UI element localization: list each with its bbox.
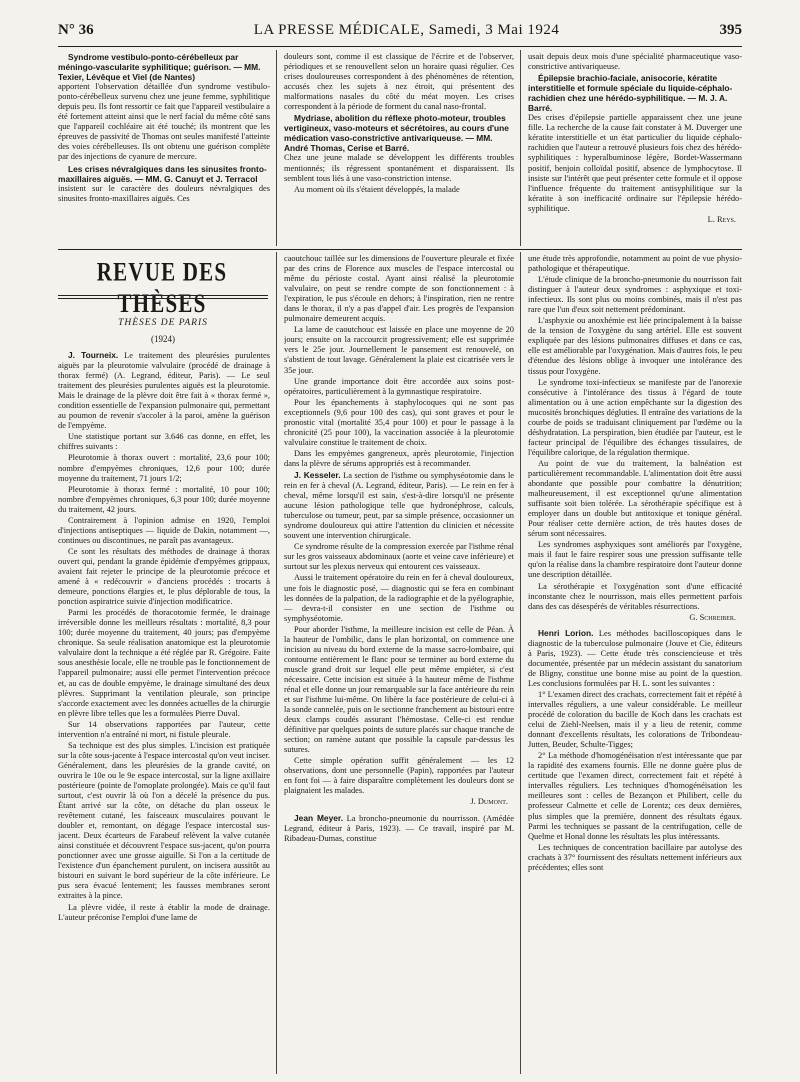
section-rule bbox=[58, 249, 742, 250]
column-divider bbox=[520, 50, 521, 246]
paragraph: douleurs sont, comme il est classique de l'écrire et de l'observer, périodiques et se renouvellent selon un horaire quasi régulier. Ces crises douloureuses correspondent à des phénomènes de rétention, accusés chez les sujets à nez étroit, qui présentent des malformations nasales du côté du méat moyen. Les crises correspondent à la période de forment du canal naso-frontal. bbox=[284, 52, 514, 112]
paragraph: insistent sur le caractère des douleurs névralgiques des sinusites fronto-maxillaires aiguës. Ces bbox=[58, 183, 270, 203]
top-column-2 bbox=[284, 52, 514, 246]
review-text: Les méthodes bacilloscopiques dans le diagnostic de la tuberculose pulmonaire (Jouve et Cie, éditeurs à Paris, 1923). — Cette étude très consciencieuse et très documentée, présentée par un médecin assistant du sanatorium de Bligny, constitue une bonne mise au point de la question. Les conclusions formulées par H. L. sont les suivantes : bbox=[528, 628, 742, 688]
paragraph: Pour aborder l'isthme, la meilleure incision est celle de Péan. À la hauteur de l'ombilic, dans le plan horizontal, on commence une incision au niveau du bord externe de la masse sacro-lombaire, qui contourne entièrement le flanc pour se terminer au bord externe du muscle grand droit sur lequel elle peut même empiéter, si c'est nécessaire. Cette incision est située à la hauteur même de l'isthme rénal et elle donne un jour remarquable sur la face antérieure du rein et sur l'isthme lui-même. On libère la face postérieure de celui-ci à la sonde cannelée, puis on le sectionne franchement au bistouri entre deux clamps coudés assurant l'hémostase. Celle-ci est rendue définitive par quelques points de suture placés sur chaque tranche de section; on ramène autant que possible la capsule par-dessus les sutures. bbox=[284, 624, 514, 755]
paragraph: une étude très approfondie, notamment au point de vue physio-pathologique et thérapeutique. bbox=[528, 254, 742, 274]
paragraph: Une grande importance doit être accordée aux soins post-opératoires, particulièrement à la gymnastique respiratoire. bbox=[284, 376, 514, 396]
bottom-column-2 bbox=[284, 254, 514, 1072]
paragraph: Parmi les procédés de thoracotomie fermée, le drainage irréversible donne les meilleurs résultats : mortalité, 8,3 pour 100; durée moyenne du traitement, 40 jours; pas d'empyème chronique. Sa seule réalisation anatomique est la pleurotomie valvulaire dont la technique a été réglée par R. Grégoire. Faite sous anesthésie locale, elle ne trouble pas le fonctionnement de l'appareil pulmonaire; aussi elle permet l'intervention précoce et, au cas de double empyème, le drainage simultané des deux plèvres. Supprimant la ventilation pleurale, son principe s'accorde exactement avec les données actuelles de la chirurgie en plèvre libre telles que les a formulées Pierre Duval. bbox=[58, 608, 270, 718]
paragraph: Sur 14 observations rapportées par l'auteur, cette intervention n'a entraîné ni mort, ni fistule pleurale. bbox=[58, 719, 270, 739]
thesis-author: J. Tourneix. bbox=[68, 350, 119, 360]
review-text: La section de l'isthme ou symphyséotomie dans le rein en fer à cheval (A. Legrand, éditeur, Paris). — Le rein en fer à cheval, même lorsqu'il est sain, s'est-à-dire lorsqu'il ne présente aucune lésion pathologique telle que hydronéphrose, calculs, tuberculose ou tumeur, peut, par sa simple présence, occasionner un syndrome douloureux qui attire l'attention du clinicien et nécessite souvent une intervention chirurgicale. bbox=[284, 470, 514, 541]
review-entry bbox=[528, 628, 742, 689]
report-heading: Les crises névralgiques dans les sinusites fronto-maxillaires aiguës. — MM. G. Canuyt et J. Terracol bbox=[58, 163, 267, 184]
column-divider bbox=[276, 50, 277, 246]
bottom-column-3 bbox=[528, 254, 742, 1072]
paragraph: Des crises d'épilepsie partielle apparaissent chez une jeune fille. La recherche de la cause fait constater à M. Duverger une kératite interstitielle et un état particulier du liquide céphalo-rachidien que l'auteur a retrouvé plusieurs fois chez des hérédo-syphilitiques : hyperalbuminose légère, Bordet-Wassermann positif, benjoin colloïdal positif, absence de lymphocytose. Il insiste sur l'intérêt que peut présenter cette formule et il oppose l'influence fréquente du traitement antisyphilitique sur la kératite à son inefficacité ordinaire sur l'épilepsie hérédo-syphilitique. bbox=[528, 113, 742, 213]
paragraph: Une statistique portant sur 3.646 cas donne, en effet, les chiffres suivants : bbox=[58, 432, 270, 452]
paragraph: Ce sont les résultats des méthodes de drainage à thorax ouvert qui, pendant la grande épidémie d'empyèmes grippaux, avaient fait rejeter le principe de la pleurotomie précoce et amené à « redécouvrir » d'anciens procédés : trocarts à demeure, ponctions élargies et, le plus déplorable de tous, la ponction aspiratrice suivie d'injection modificatrice. bbox=[58, 546, 270, 607]
paragraph: Les techniques de concentration bacillaire par autolyse des crachats à 37° fournissent des résultats nettement inférieurs aux précédentes; elles sont bbox=[528, 842, 742, 872]
thesis-author: Henri Lorion. bbox=[538, 627, 594, 638]
review-text: Le traitement des pleurésies purulentes aiguës par la pleurotomie valvulaire (procédé de drainage à thorax fermé) (A. Legrand, éditeur, Paris). — Le seul traitement des pleurésies purulentes aiguës est la pleurotomie. Mais le drainage de la plèvre doit être fait à « thorax fermé », condition essentielle de l'expansion pulmonaire qui, permettant au poumon de revenir s'accoler à la paroi, amène la guérison de l'empyème. bbox=[58, 351, 270, 431]
paragraph: Dans les empyèmes gangreneux, après pleurotomie, l'injection dans la plèvre de sérums appropriés est à recommander. bbox=[284, 448, 514, 468]
section-title: REVUE DES THÈSES bbox=[96, 256, 228, 318]
report-heading: Mydriase, abolition du réflexe photo-moteur, troubles vertigineux, vaso-moteurs et sécrétoires, au cours d'une médication vaso-constrictive antivariqueuse. — MM. André Thomas, Cerise et Barré. bbox=[284, 113, 509, 154]
signature: J. Dumont. bbox=[470, 797, 508, 807]
paragraph: Chez une jeune malade se développent les différents troubles mentionnés; ils régressent spontanément et disparaissent. Ils semblent tous liés à une vaso-constriction intense. bbox=[284, 153, 514, 183]
review-entry bbox=[58, 350, 270, 431]
review-text: La broncho-pneumonie du nourrisson. (Amédée Legrand, éditeur à Paris, 1923). — Ce travail, inspiré par M. Ribadeau-Dumas, constitue bbox=[284, 813, 514, 843]
paragraph: Contrairement à l'opinion admise en 1920, l'emploi d'injections antiseptiques — liquide de Dakin, notamment —, continues ou discontinues, ne paraît pas avantageux. bbox=[58, 515, 270, 545]
paragraph: La plèvre vidée, il reste à établir la mode de drainage. L'auteur préconise l'emploi d'une lame de bbox=[58, 902, 270, 922]
paragraph: Ce syndrome résulte de la compression exercée par l'isthme rénal sur les gros vaisseaux abdominaux (aorte et veine cave inférieure) et surtout sur les plexus nerveux qui entourent ces vaisseaux. bbox=[284, 542, 514, 572]
paragraph: L'asphyxie ou anoxhémie est liée principalement à la baisse de la tension de l'oxygène du sang artériel. Elle est souvent expliquée par des lésions pulmonaires diffuses et dans ce cas, elle est améliorable par l'oxygénation. Mais d'autres fois, le peu d'étendue des lésions oblige à invoquer une intolérance des tissus pour l'oxygène. bbox=[528, 316, 742, 376]
title-rule bbox=[58, 298, 268, 299]
bottom-column-1 bbox=[58, 350, 270, 1072]
paragraph: Aussi le traitement opératoire du rein en fer à cheval douloureux, une fois le diagnostic posé, — diagnostic qui se fera en combinant les données de la palpation, de la radiographie et de la pyélographie, — devra-t-il consister en une section de l'isthme ou symphyséotomie. bbox=[284, 573, 514, 623]
paragraph: caoutchouc taillée sur les dimensions de l'ouverture pleurale et fixée par des crins de Florence aux muscles de l'espace intercostal ou même du périoste costal. Ayant ainsi réalisé la pleurotomie valvulaire, on peut se rendre compte de son fonctionnement : à l'expiration, le pus s'écoule en dehors; à l'inspiration, rien ne rentre dans le thorax, il n'y a pas d'appel d'air. Les progrès de l'expansion pulmonaire demeurent acquis. bbox=[284, 254, 514, 324]
paragraph: apportent l'observation détaillée d'un syndrome vestibulo-ponto-cérébelleux survenu chez une jeune femme, syphilitique depuis peu. Ils font ressortir ce fait que l'appareil vestibulaire a été fortement atteint ainsi que le nerf facial du même côté sans que l'appareil cochléaire ait été touché; ils montrent que les épreuves de passivité de Thomas ont seules manifesté l'atteinte des voies cérébelleuses. Ils ont obtenu une guérison complète par des injections de cyanure de mercure. bbox=[58, 82, 270, 162]
journal-title: LA PRESSE MÉDICALE, Samedi, 3 Mai 1924 bbox=[253, 22, 560, 38]
page-header bbox=[58, 22, 742, 44]
paragraph: L'étude clinique de la broncho-pneumonie du nourrisson fait distinguer à l'auteur deux syndromes : asphyxique et toxi-infectieux. Ils sont plus ou moins combinés, mais il n'est pas rare que l'un d'eux soit nettement prédominant. bbox=[528, 275, 742, 315]
paragraph: Cette simple opération suffit généralement — les 12 observations, dont une personnelle (Papin), rapportées par l'auteur en font foi — à faire disparaître complètement les douleurs dont se plaignaient les malades. bbox=[284, 756, 514, 796]
paragraph: Au point de vue du traitement, la balnéation est particulièrement recommandable. L'alimentation doit être aussi abondante que possible pour combattre la dénutrition; malheureusement, il est exceptionnel qu'une alimentation suffisante soit bien tolérée. La sérothérapie spécifique est à employer dans un double but antitoxique et tonique général. Pour réaliser cette dernière action, de très hautes doses de sérum sont nécessaires. bbox=[528, 458, 742, 539]
paragraph: Les syndromes asphyxiques sont améliorés par l'oxygène, mais il faut le faire respirer sous une pression suffisante telle qu'on la réalise dans la chambre respiratoire dont l'auteur donne une description détaillée. bbox=[528, 540, 742, 580]
signature: G. Schreiber. bbox=[689, 612, 736, 622]
paragraph: 2° La méthode d'homogénéisation n'est intéressante que par la rapidité des examens fournis. Elle ne donne guère plus de certitude que l'examen direct, correctement fait et répété à intervalles réguliers. Les techniques d'homogénéisation les meilleures sont : celles de Bezançon et Philibert, celle du professeur Calmette et celle de Lorentz; ces deux dernières, plus simples que la première, donnent des résultats égaux. Parmi les techniques se passant de la centrifugation, celle de Quelme et Honal donne les résultats les plus intéressants. bbox=[528, 751, 742, 841]
top-column-3 bbox=[528, 52, 742, 246]
column-divider bbox=[520, 252, 521, 1074]
paragraph: La lame de caoutchouc est laissée en place une moyenne de 20 jours; ensuite on la raccourcit progressivement; elle est supprimée vers le 25e jour. Journellement le pansement est renouvelé, on s'abstient de tout lavage. Généralement la plaie est cicatrisée vers le 35e jour. bbox=[284, 325, 514, 375]
issue-number: N° 36 bbox=[58, 22, 94, 38]
paragraph: 1° L'examen direct des crachats, correctement fait et répété à intervalles réguliers, a une valeur considérable. Le meilleur procédé de coloration du bacille de Koch dans les crachats est celui de Ziehl-Neelsen, mais il y a lieu de retenir, comme donnant d'excellents résultats, les colorations de Tribondeau-Jutten, Beuder, Schulte-Tigges; bbox=[528, 689, 742, 750]
paragraph: Pleurotomie à thorax ouvert : mortalité, 23,6 pour 100; nombre d'empyèmes chroniques, 12,6 pour 100; durée moyenne du traitement, 71 jours 1/2; bbox=[58, 453, 270, 483]
section-subtitle: THÈSES DE PARIS bbox=[118, 318, 208, 328]
paragraph: Le syndrome toxi-infectieux se manifeste par de l'anorexie consécutive à l'intolérance des tissus à l'égard de toute alimentation ou à une action empêchante sur la digestion des mucosités bronchiques dégluties. Il entraîne des variations de la courbe de poids se traduisant cliniquement par l'œdème ou la déshydratation. La perspiration, bien étudiée par l'auteur, est le facteur principal de l'équilibre des échanges tissulaires, de l'équilibre calorique, de la régulation thermique. bbox=[528, 377, 742, 457]
paragraph: usait depuis deux mois d'une spécialité pharmaceutique vaso-constrictive antivariqueuse. bbox=[528, 52, 742, 72]
review-entry bbox=[284, 813, 514, 844]
thesis-author: J. Kesseler. bbox=[294, 469, 341, 480]
paragraph: Pleurotomie à thorax fermé : mortalité, 10 pour 100; nombre d'empyèmes chroniques, 6,3 pour 100; durée moyenne du traitement, 42 jours. bbox=[58, 484, 270, 514]
paragraph: Au moment où ils s'étaient développés, la malade bbox=[294, 184, 460, 194]
column-divider bbox=[276, 252, 277, 1074]
report-heading: Épilepsie brachio-faciale, anisocorie, kératite interstitielle et formule spéciale du liquide-céphalo-rachidien chez une hérédo-syphilitique. — M. J. A. Barré. bbox=[528, 73, 733, 114]
paragraph: Pour les épanchements à staphylocoques qui ne sont pas exceptionnels (9,6 pour 100 des cas), qui sont graves et pour le pronostic vital (mortalité 35,4 pour 100) et pour le passage à la chronicité (25 pour 100), la vaccination associée à la pleurotomie valvulaire constitue le traitement de choix. bbox=[284, 397, 514, 447]
paragraph: Sa technique est des plus simples. L'incision est pratiquée sur la côte sous-jacente à l'espace intercostal qu'on veut inciser. Généralement, dans les pleurésies de la grande cavité, on ouvrira le 10e ou le 9e espace intercostal, sur la ligne axillaire postérieure (pointe de l'omoplate prolongée). Mais ce qu'il faut surtout, c'est ouvrir là où l'on a décelé la présence du pus. Étant arrivé sur la côte, on détache du plan osseux le revêtement cutané, les faisceaux musculaires pouvant le doubler et, remontant, on dégage l'espace intercostal sus-jacent. Deux écarteurs de Farabeuf relèvent la valve cutanée ainsi constituée et découvrent l'espace sus-jacent, qu'on pourra ponctionner avec une grosse aiguille. Si l'on a la certitude de l'existence d'un épanchement purulent, on incisera aussitôt au bistouri en suivant le bord supérieur de la côte inférieure. Le pus sera évacué lentement; les fausses membranes seront extraites à la pince. bbox=[58, 740, 270, 901]
section-year: (1924) bbox=[151, 334, 175, 344]
title-rule bbox=[58, 295, 268, 296]
header-rule bbox=[58, 46, 742, 47]
report-heading: Syndrome vestibulo-ponto-cérébelleux par méningo-vascularite syphilitique; guérison. — MM. Texier, Lévêque et Viel (de Nantes) bbox=[58, 52, 261, 83]
paragraph: La sérothérapie et l'oxygénation sont d'une efficacité inconstante chez le nourrisson, mais elles permettent parfois dans des cas désespérés de véritables résurrections. bbox=[528, 581, 742, 611]
page-number: 395 bbox=[719, 22, 742, 38]
signature: L. Reys. bbox=[707, 214, 736, 224]
review-entry bbox=[284, 470, 514, 541]
top-column-1 bbox=[58, 52, 270, 246]
thesis-author: Jean Meyer. bbox=[294, 812, 344, 823]
